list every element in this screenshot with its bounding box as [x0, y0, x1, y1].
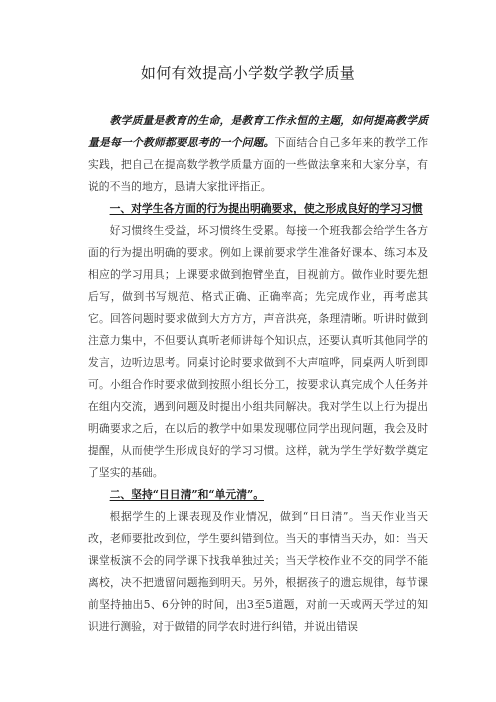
section-2-heading-text: 二、坚持“日日清”和“单元清”。 — [109, 488, 264, 501]
section-1-heading — [88, 198, 428, 220]
section-2-heading — [88, 484, 428, 506]
intro-lead-text: 教学质量是教育的生命，是教育工作永恒的主题，如何提高教学质量是每一个教师都要思考的一个问题。 — [88, 114, 428, 149]
section-1-heading-text: 一、对学生各方面的行为提出明确要求，使之形成良好的学习习惯 — [109, 202, 423, 215]
document-title: 如何有效提高小学数学教学质量 — [140, 64, 356, 82]
document-body — [88, 110, 428, 638]
intro-paragraph — [88, 110, 428, 198]
intro-rest-text: 下面结合自己多年来的教学工作实践，把自己在提高数学教学质量方面的一些做法拿来和大家分享，有说的不当的地方，恳请大家批评指正。 — [88, 136, 428, 193]
section-1-paragraph: 好习惯终生受益，坏习惯终生受累。每接一个班我都会给学生各方面的行为提出明确的要求。例如上课前要求学生准备好课本、练习本及相应的学习用具；上课要求做到抱臂坐直，目视前方。做作业时要先想后写，做到书写规范、格式正确、正确率高；先完成作业，再考虑其它。回答问题时要求做到大方方方，声音洪亮，条理清晰。听讲时做到注意力集中，不但要认真听老师讲每个知识点，还要认真听其他同学的发言，边听边思考。同桌讨论时要求做到不大声喧哗，同桌两人听到即可。小组合作时要求做到按照小组长分工，按要求认真完成个人任务并在组内交流，遇到问题及时提出小组共同解决。我对学生以上行为提出明确要求之后，在以后的教学中如果发现哪位同学出现问题，我会及时提醒，从而使学生形成良好的学习习惯。这样，就为学生学好数学奠定了坚实的基础。 — [88, 224, 428, 479]
section-2-paragraph: 根据学生的上课表现及作业情况，做到“日日清”。当天作业当天改，老师要批改到位，学生要纠错到位。当天的事情当天办，如：当天课堂板演不会的同学课下找我单独过关；当天学校作业不交的同学不能离校，决不把遗留问题拖到明天。另外，根据孩子的遗忘规律，每节课前坚持抽出5、6分钟的时间，出3至5道题，对前一天或两天学过的知识进行测验，对于做错的同学农时进行纠错，并说出错误 — [88, 510, 428, 633]
